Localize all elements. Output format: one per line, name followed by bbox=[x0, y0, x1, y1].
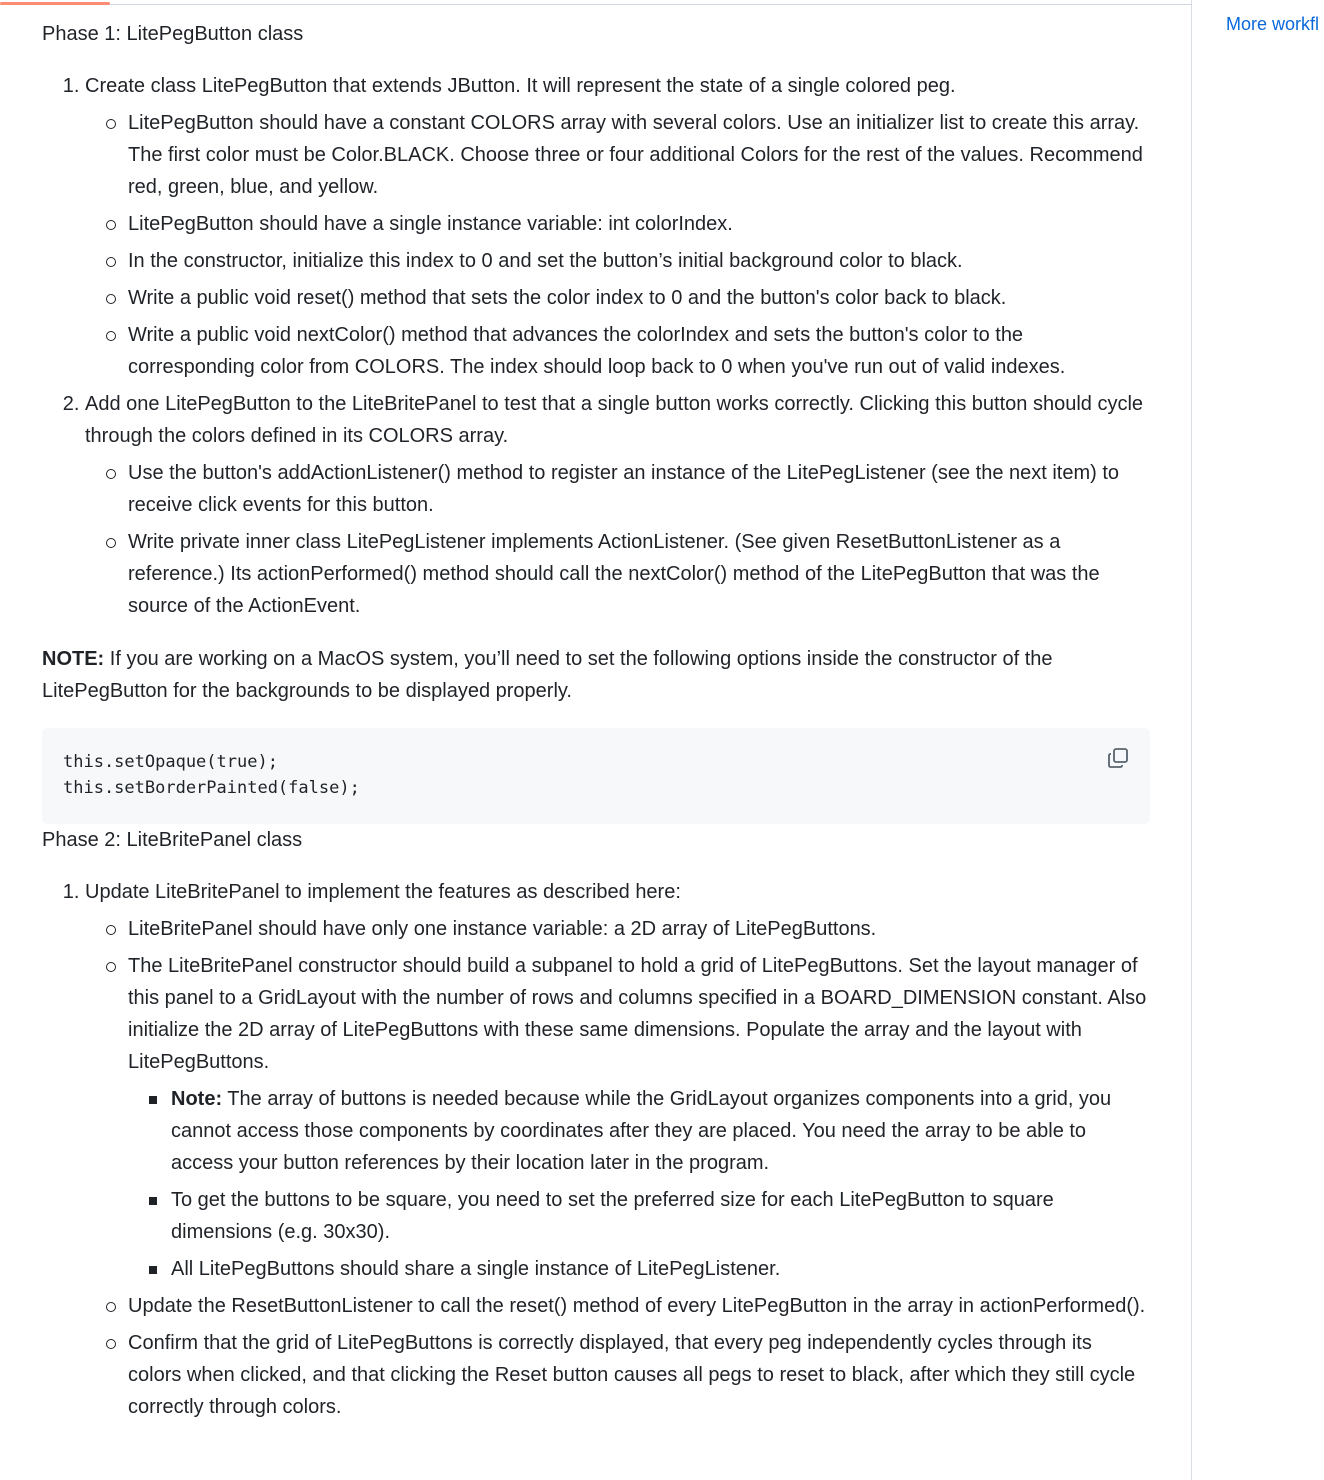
readme-body bbox=[42, 18, 1150, 1423]
sub-list bbox=[85, 913, 1150, 1423]
list-item bbox=[171, 1083, 1150, 1179]
note-label: Note: bbox=[171, 1088, 223, 1110]
phase1-heading: Phase 1: LitePegButton class bbox=[42, 23, 304, 45]
list-item-text: The LiteBritePanel constructor should build a subpanel to hold a grid of LitePegButtons. Set the layout manager of this panel to a GridLayout with the number of rows and columns specified in a BOARD_DIMENSION constant. Also initialize the 2D array of LitePegButtons with these same dimensions. Populate the array and the layout with LitePegButtons. bbox=[128, 955, 1147, 1073]
list-item: Write a public void reset() method that sets the color index to 0 and the button's color back to black. bbox=[128, 282, 1150, 314]
list-item bbox=[128, 950, 1150, 1285]
list-item bbox=[85, 388, 1150, 622]
phase2-heading: Phase 2: LiteBritePanel class bbox=[42, 829, 303, 851]
list-item bbox=[85, 876, 1150, 1423]
list-item-text: Add one LitePegButton to the LiteBritePanel to test that a single button works correctly. Clicking this button should cycle through the colors defined in its COLORS array. bbox=[85, 393, 1144, 447]
phase1-steps bbox=[42, 70, 1150, 622]
list-item: LiteBritePanel should have only one instance variable: a 2D array of LitePegButtons. bbox=[128, 913, 1150, 945]
list-item bbox=[85, 70, 1150, 383]
macos-note bbox=[42, 643, 1150, 707]
phase2-steps bbox=[42, 876, 1150, 1423]
list-item: Use the button's addActionListener() method to register an instance of the LitePegListener (see the next item) to receive click events for this button. bbox=[128, 457, 1150, 521]
sub-list bbox=[85, 107, 1150, 383]
list-item: LitePegButton should have a single instance variable: int colorIndex. bbox=[128, 208, 1150, 240]
list-item-text: Create class LitePegButton that extends JButton. It will represent the state of a single colored peg. bbox=[85, 75, 956, 97]
code-text: this.setOpaque(true); this.setBorderPainted(false); bbox=[63, 752, 360, 798]
list-item: LitePegButton should have a constant COLORS array with several colors. Use an initializer list to create this array. The first color must be Color.BLACK. Choose three or four additional Colors for the rest of the values. Recommend red, green, blue, and yellow. bbox=[128, 107, 1150, 203]
list-item: All LitePegButtons should share a single instance of LitePegListener. bbox=[171, 1253, 1150, 1285]
list-item-text: The array of buttons is needed because while the GridLayout organizes components into a grid, you cannot access those components by coordinates after they are placed. You need the array to be able to access your button references by their location later in the program. bbox=[171, 1088, 1112, 1174]
nested-sub-list bbox=[128, 1083, 1150, 1285]
list-item: Update the ResetButtonListener to call the reset() method of every LitePegButton in the array in actionPerformed(). bbox=[128, 1290, 1150, 1322]
note-label: NOTE: bbox=[42, 648, 105, 670]
code-block bbox=[42, 728, 1150, 824]
list-item: Confirm that the grid of LitePegButtons is correctly displayed, that every peg independently cycles through its colors when clicked, and that clicking the Reset button causes all pegs to reset to black, after which they still cycle correctly through colors. bbox=[128, 1327, 1150, 1423]
copy-icon[interactable] bbox=[1106, 746, 1130, 770]
list-item: Write private inner class LitePegListener implements ActionListener. (See given ResetButtonListener as a reference.) Its actionPerformed() method should call the nextColor() method of the LitePegButton that was the source of the ActionEvent. bbox=[128, 526, 1150, 622]
active-tab-underline bbox=[0, 2, 110, 5]
sub-list bbox=[85, 457, 1150, 622]
list-item-text: Update LiteBritePanel to implement the features as described here: bbox=[85, 881, 681, 903]
note-text: If you are working on a MacOS system, you’ll need to set the following options inside the constructor of the LitePegButton for the backgrounds to be displayed properly. bbox=[42, 648, 1053, 702]
top-divider bbox=[0, 4, 1192, 5]
list-item: Write a public void nextColor() method that advances the colorIndex and sets the button's color to the corresponding color from COLORS. The index should loop back to 0 when you've run out of valid indexes. bbox=[128, 319, 1150, 383]
list-item: To get the buttons to be square, you need to set the preferred size for each LitePegButton to square dimensions (e.g. 30x30). bbox=[171, 1184, 1150, 1248]
more-workflows-link[interactable]: More workfl bbox=[1226, 14, 1320, 34]
list-item: In the constructor, initialize this index to 0 and set the button’s initial background color to black. bbox=[128, 245, 1150, 277]
